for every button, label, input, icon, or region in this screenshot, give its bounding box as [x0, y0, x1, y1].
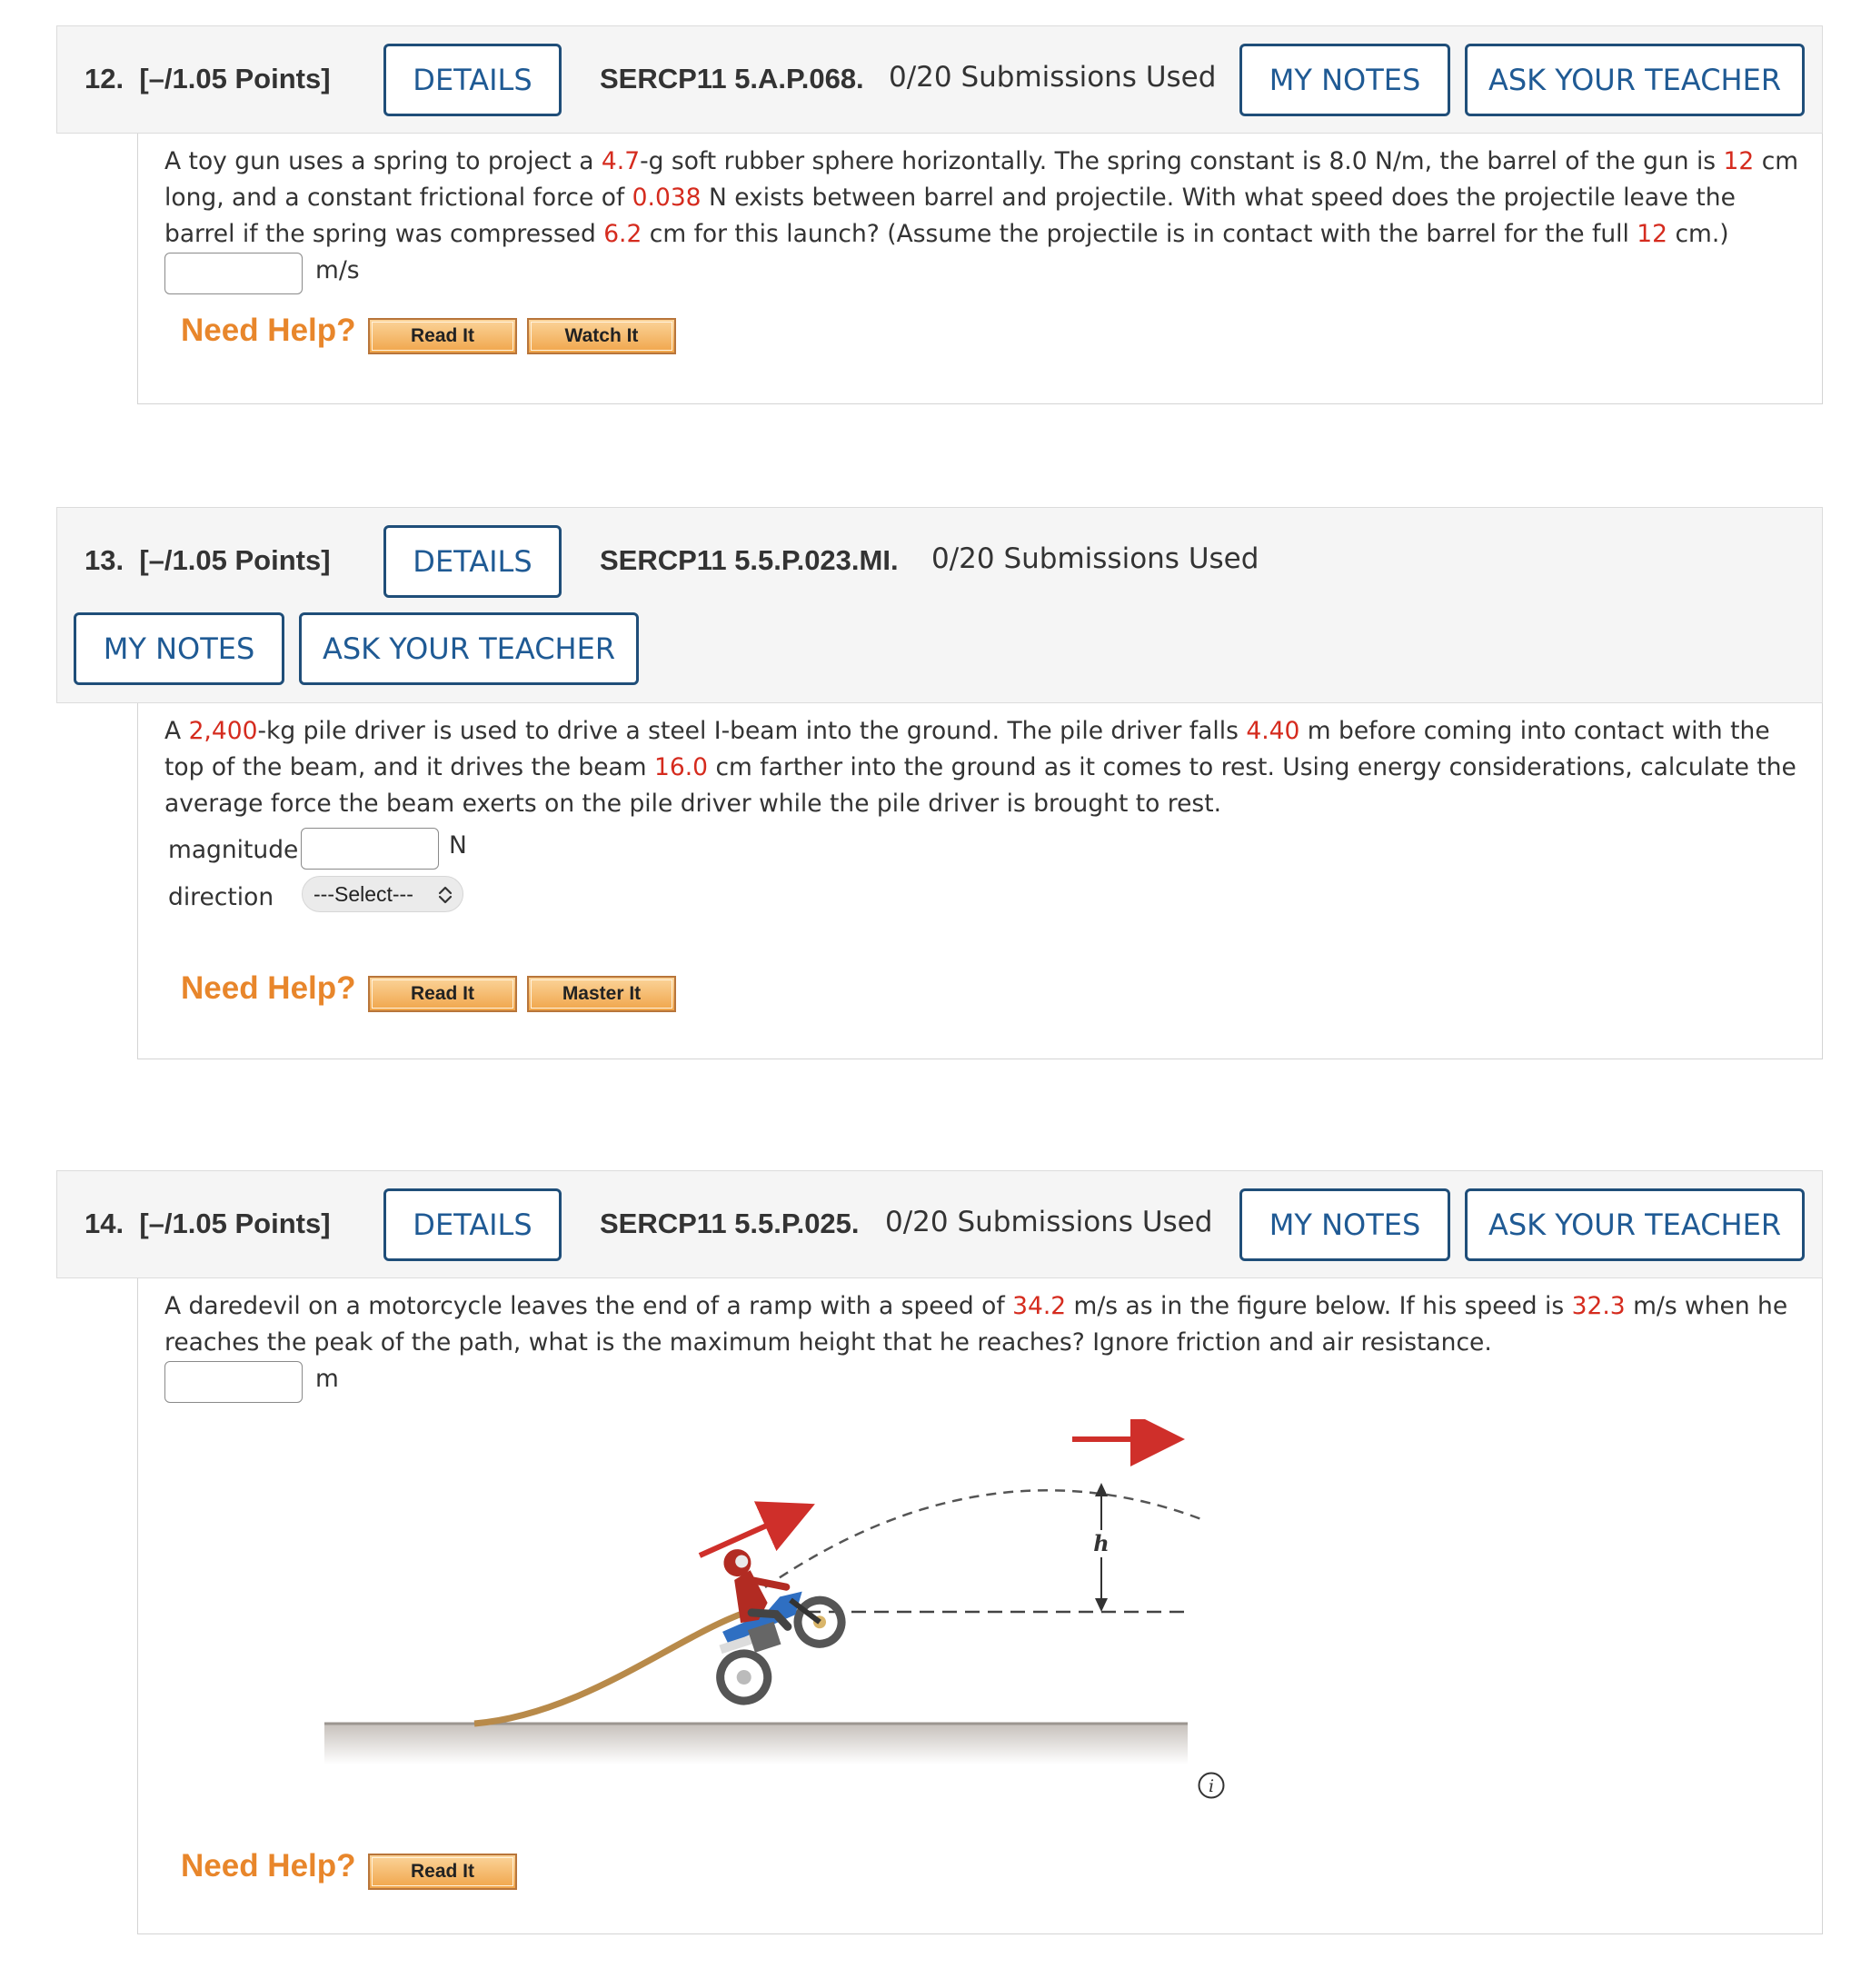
question-14-my-notes-button[interactable]: MY NOTES — [1239, 1188, 1450, 1261]
question-12-watch-it-button[interactable]: Watch It — [527, 318, 676, 354]
question-12-need-help-label: Need Help? — [181, 313, 356, 348]
ramp — [474, 1612, 747, 1724]
question-13-body — [137, 703, 1823, 1059]
question-12-code: SERCP11 5.A.P.068. — [600, 63, 864, 94]
question-13-number: 13. [–/1.05 Points] — [85, 544, 331, 576]
question-14-need-help-label: Need Help? — [181, 1848, 356, 1884]
question-12-answer-input[interactable] — [164, 253, 303, 294]
question-13-code: SERCP11 5.5.P.023.MI. — [600, 544, 899, 576]
question-12-text: A toy gun uses a spring to project a 4.7-g soft rubber sphere horizontally. The spring constant is 8.0 N/m, the barrel of the gun is 12 cm long, and a constant frictional force of 0.038 N exists between barrel and projectile. With what speed does the projectile leave the barrel if the spring was compressed 6.2 cm for this launch? (Assume the projectile is in contact with the barrel for the full 12 cm.) — [164, 147, 1799, 248]
question-14-ask-teacher-button[interactable]: ASK YOUR TEACHER — [1465, 1188, 1805, 1261]
chevron-updown-icon — [437, 885, 453, 905]
question-13-header — [56, 507, 1823, 703]
question-13-direction-selected: ---Select--- — [313, 881, 413, 906]
question-12-my-notes-button[interactable]: MY NOTES — [1239, 44, 1450, 116]
question-12-answer-unit: m/s — [315, 256, 360, 284]
question-12-submissions: 0/20 Submissions Used — [889, 61, 1217, 94]
question-13-need-help-label: Need Help? — [181, 970, 356, 1006]
question-13-details-button[interactable]: DETAILS — [383, 525, 562, 598]
question-14-header — [56, 1170, 1823, 1278]
question-12-ask-teacher-button[interactable]: ASK YOUR TEACHER — [1465, 44, 1805, 116]
question-13-magnitude-label: magnitude — [168, 836, 299, 864]
question-14-details-button[interactable]: DETAILS — [383, 1188, 562, 1261]
question-13-my-notes-button[interactable]: MY NOTES — [74, 612, 284, 685]
question-14-body — [137, 1278, 1823, 1934]
question-12-details-button[interactable]: DETAILS — [383, 44, 562, 116]
question-12-header — [56, 25, 1823, 134]
question-12-number: 12. [–/1.05 Points] — [85, 63, 331, 94]
question-14-code: SERCP11 5.5.P.025. — [600, 1208, 860, 1239]
question-14-read-it-button[interactable]: Read It — [368, 1854, 517, 1890]
question-14-text: A daredevil on a motorcycle leaves the end of a ramp with a speed of 34.2 m/s as in the figure below. If his speed is 32.3 m/s when he reaches the peak of the path, what is the maximum height that he reaches? Ignore friction and air resistance. — [164, 1292, 1788, 1357]
question-14-answer-input[interactable] — [164, 1361, 303, 1403]
ground — [324, 1724, 1188, 1764]
question-13-text: A 2,400-kg pile driver is used to drive a steel I-beam into the ground. The pile driver falls 4.40 m before coming into contact with the top of the beam, and it drives the beam 16.0 cm farther into the ground as it comes to rest. Using energy considerations, calculate the average force the beam exerts on the pile driver while the pile driver is brought to rest. — [164, 717, 1796, 818]
question-13-direction-label: direction — [168, 883, 274, 911]
question-12-read-it-button[interactable]: Read It — [368, 318, 517, 354]
trajectory-path — [765, 1490, 1201, 1587]
svg-text:i: i — [1208, 1776, 1215, 1796]
info-icon[interactable] — [1197, 1771, 1226, 1800]
question-13-read-it-button[interactable]: Read It — [368, 976, 517, 1012]
motorcycle-jump-figure — [293, 1419, 1201, 1801]
height-label: h — [1093, 1530, 1110, 1556]
question-13-submissions: 0/20 Submissions Used — [931, 542, 1259, 575]
question-13-ask-teacher-button[interactable]: ASK YOUR TEACHER — [299, 612, 639, 685]
question-13-magnitude-unit: N — [449, 831, 467, 860]
question-13-direction-select[interactable] — [302, 876, 463, 912]
question-14-number: 14. [–/1.05 Points] — [85, 1208, 331, 1239]
question-13-master-it-button[interactable]: Master It — [527, 976, 676, 1012]
question-14-answer-unit: m — [315, 1365, 339, 1393]
question-13-magnitude-input[interactable] — [301, 828, 439, 870]
question-14-submissions: 0/20 Submissions Used — [885, 1206, 1213, 1238]
launch-velocity-arrow — [700, 1513, 795, 1556]
question-12-body — [137, 134, 1823, 404]
